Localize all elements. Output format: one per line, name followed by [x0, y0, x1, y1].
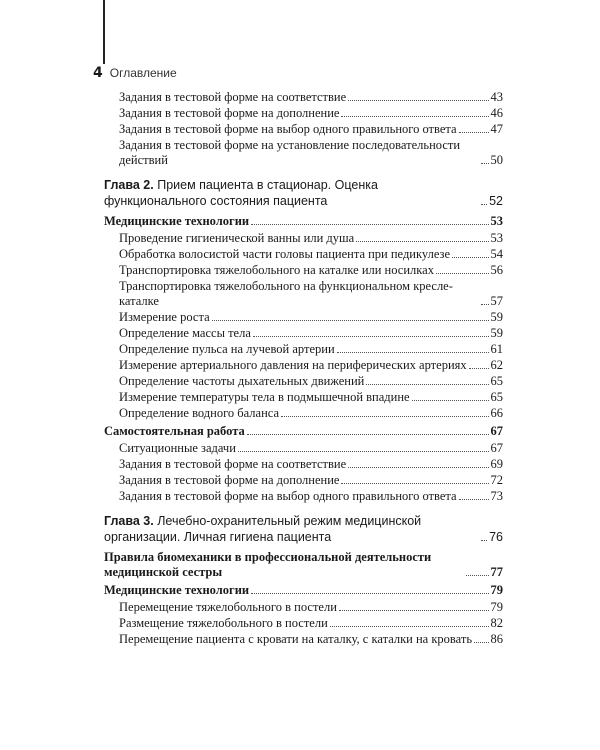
toc-entry-sub[interactable] — [104, 279, 503, 309]
dot-leader — [339, 610, 489, 611]
toc-entry-title: Медицинские технологии — [104, 214, 250, 228]
toc-entry-sub[interactable] — [104, 231, 503, 246]
dot-leader — [251, 593, 488, 594]
dot-leader — [247, 434, 489, 435]
dot-leader — [341, 116, 488, 117]
toc-page-number: 79 — [490, 583, 503, 597]
toc-entry-sub[interactable] — [104, 122, 503, 137]
page-number: 4 — [93, 65, 103, 81]
toc-page-number: 43 — [490, 90, 503, 104]
dot-leader — [348, 100, 488, 101]
toc-page-number: 72 — [490, 473, 503, 487]
toc-page-number: 77 — [490, 565, 503, 579]
toc-entry-title: Определение массы тела — [119, 326, 251, 340]
dot-leader — [459, 132, 489, 133]
table-of-contents — [104, 90, 503, 648]
toc-page-number: 59 — [490, 326, 503, 340]
dot-leader — [466, 575, 489, 576]
running-title: Оглавление — [109, 66, 177, 80]
dot-leader — [452, 257, 488, 258]
dot-leader — [436, 273, 489, 274]
dot-leader — [212, 320, 489, 321]
dot-leader — [253, 336, 489, 337]
dot-leader — [281, 416, 488, 417]
dot-leader — [481, 540, 487, 541]
toc-entry-title: Обработка волосистой части головы пациента при педикулезе — [119, 247, 451, 261]
dot-leader — [481, 163, 489, 164]
toc-entry-title: Задания в тестовой форме на выбор одного правильного ответа — [119, 489, 457, 503]
toc-entry-title: Задания в тестовой форме на дополнение — [119, 106, 340, 120]
toc-entry-title: Измерение температуры тела в подмышечной впадине — [119, 390, 410, 404]
toc-page-number: 65 — [490, 390, 503, 404]
toc-entry-title: Определение пульса на лучевой артерии — [119, 342, 335, 356]
toc-entry-title: Перемещение тяжелобольного в постели — [119, 600, 337, 614]
toc-page-number: 46 — [490, 106, 503, 120]
toc-entry-sub[interactable] — [104, 406, 503, 421]
toc-page-number: 59 — [490, 310, 503, 324]
toc-entry-sub[interactable] — [104, 441, 503, 456]
dot-leader — [337, 352, 489, 353]
toc-page-number: 76 — [489, 530, 503, 544]
toc-entry-sub[interactable] — [104, 326, 503, 341]
toc-page-number: 67 — [490, 424, 503, 438]
toc-entry-sub[interactable] — [104, 342, 503, 357]
toc-page-number: 57 — [490, 294, 503, 308]
toc-entry-title: Измерение роста — [119, 310, 210, 324]
toc-page-number: 79 — [490, 600, 503, 614]
toc-entry-title: Задания в тестовой форме на выбор одного правильного ответа — [119, 122, 457, 136]
toc-entry-sub[interactable] — [104, 263, 503, 278]
dot-leader — [366, 384, 488, 385]
toc-entry-section[interactable] — [104, 583, 503, 598]
toc-page-number: 67 — [490, 441, 503, 455]
toc-entry-sub[interactable] — [104, 457, 503, 472]
toc-entry-title: Самостоятельная работа — [104, 424, 245, 438]
toc-page-number: 65 — [490, 374, 503, 388]
running-header — [93, 64, 177, 82]
chapter-label: Глава 3. — [104, 514, 154, 528]
toc-entry-sub[interactable] — [104, 473, 503, 488]
toc-entry-sub[interactable] — [104, 616, 503, 631]
toc-entry-sub[interactable] — [104, 310, 503, 325]
toc-entry-sub[interactable] — [104, 358, 503, 373]
toc-page-number: 69 — [490, 457, 503, 471]
toc-entry-title: Определение частоты дыхательных движений — [119, 374, 365, 388]
dot-leader — [474, 642, 488, 643]
toc-entry-section[interactable] — [104, 214, 503, 229]
toc-entry-title: Транспортировка тяжелобольного на функциональном кресле-каталке — [119, 279, 453, 308]
toc-entry-title: Задания в тестовой форме на дополнение — [119, 473, 340, 487]
toc-entry-chapter[interactable] — [104, 513, 503, 545]
toc-page-number: 56 — [490, 263, 503, 277]
toc-page-number: 53 — [490, 214, 503, 228]
toc-page-number: 73 — [490, 489, 503, 503]
toc-entry-title: Медицинские технологии — [104, 583, 250, 597]
toc-entry-title: Измерение артериального давления на периферических артериях — [119, 358, 467, 372]
dot-leader — [481, 204, 487, 205]
dot-leader — [348, 467, 488, 468]
toc-page-number: 86 — [490, 632, 503, 646]
toc-page-number: 54 — [490, 247, 503, 261]
toc-entry-title: Проведение гигиенической ванны или душа — [119, 231, 355, 245]
toc-entry-sub[interactable] — [104, 106, 503, 121]
toc-entry-sub[interactable] — [104, 489, 503, 504]
toc-entry-title: Задания в тестовой форме на соответствие — [119, 457, 347, 471]
toc-page-number: 50 — [490, 153, 503, 167]
toc-entry-title: Задания в тестовой форме на установление последовательности действий — [119, 138, 461, 167]
toc-entry-title: Определение водного баланса — [119, 406, 280, 420]
toc-entry-title: Ситуационные задачи — [119, 441, 236, 455]
chapter-label: Глава 2. — [104, 178, 154, 192]
toc-entry-sub[interactable] — [104, 600, 503, 615]
toc-page-number: 61 — [490, 342, 503, 356]
toc-entry-title: Глава 2. Прием пациента в стационар. Оценка функционального состояния пациента — [104, 178, 378, 208]
toc-entry-title: Транспортировка тяжелобольного на каталке или носилках — [119, 263, 434, 277]
toc-entry-title: Перемещение пациента с кровати на каталку, с каталки на кровать — [119, 632, 473, 646]
margin-rule — [103, 0, 105, 64]
toc-entry-sub[interactable] — [104, 247, 503, 262]
toc-page-number: 52 — [489, 194, 503, 208]
toc-page-number: 53 — [490, 231, 503, 245]
dot-leader — [356, 241, 488, 242]
dot-leader — [330, 626, 489, 627]
toc-page-number: 62 — [490, 358, 503, 372]
toc-entry-sub[interactable] — [104, 390, 503, 405]
dot-leader — [481, 304, 489, 305]
toc-entry-section[interactable] — [104, 550, 503, 580]
toc-entry-title: Задания в тестовой форме на соответствие — [119, 90, 347, 104]
toc-page-number: 82 — [490, 616, 503, 630]
toc-entry-sub[interactable] — [104, 632, 503, 647]
toc-entry-title: Размещение тяжелобольного в постели — [119, 616, 328, 630]
dot-leader — [459, 499, 489, 500]
toc-entry-title: Правила биомеханики в профессиональной деятельности медицинской сестры — [104, 550, 432, 579]
dot-leader — [238, 451, 489, 452]
toc-entry-sub[interactable] — [104, 138, 503, 168]
toc-entry-chapter[interactable] — [104, 177, 503, 209]
toc-entry-sub[interactable] — [104, 374, 503, 389]
toc-entry-title: Глава 3. Лечебно-охранительный режим медицинской организации. Личная гигиена пациента — [104, 514, 422, 544]
toc-page-number: 47 — [490, 122, 503, 136]
dot-leader — [412, 400, 489, 401]
dot-leader — [341, 483, 488, 484]
dot-leader — [469, 368, 489, 369]
toc-page-number: 66 — [490, 406, 503, 420]
toc-entry-sub[interactable] — [104, 90, 503, 105]
dot-leader — [251, 224, 488, 225]
toc-entry-section[interactable] — [104, 424, 503, 439]
